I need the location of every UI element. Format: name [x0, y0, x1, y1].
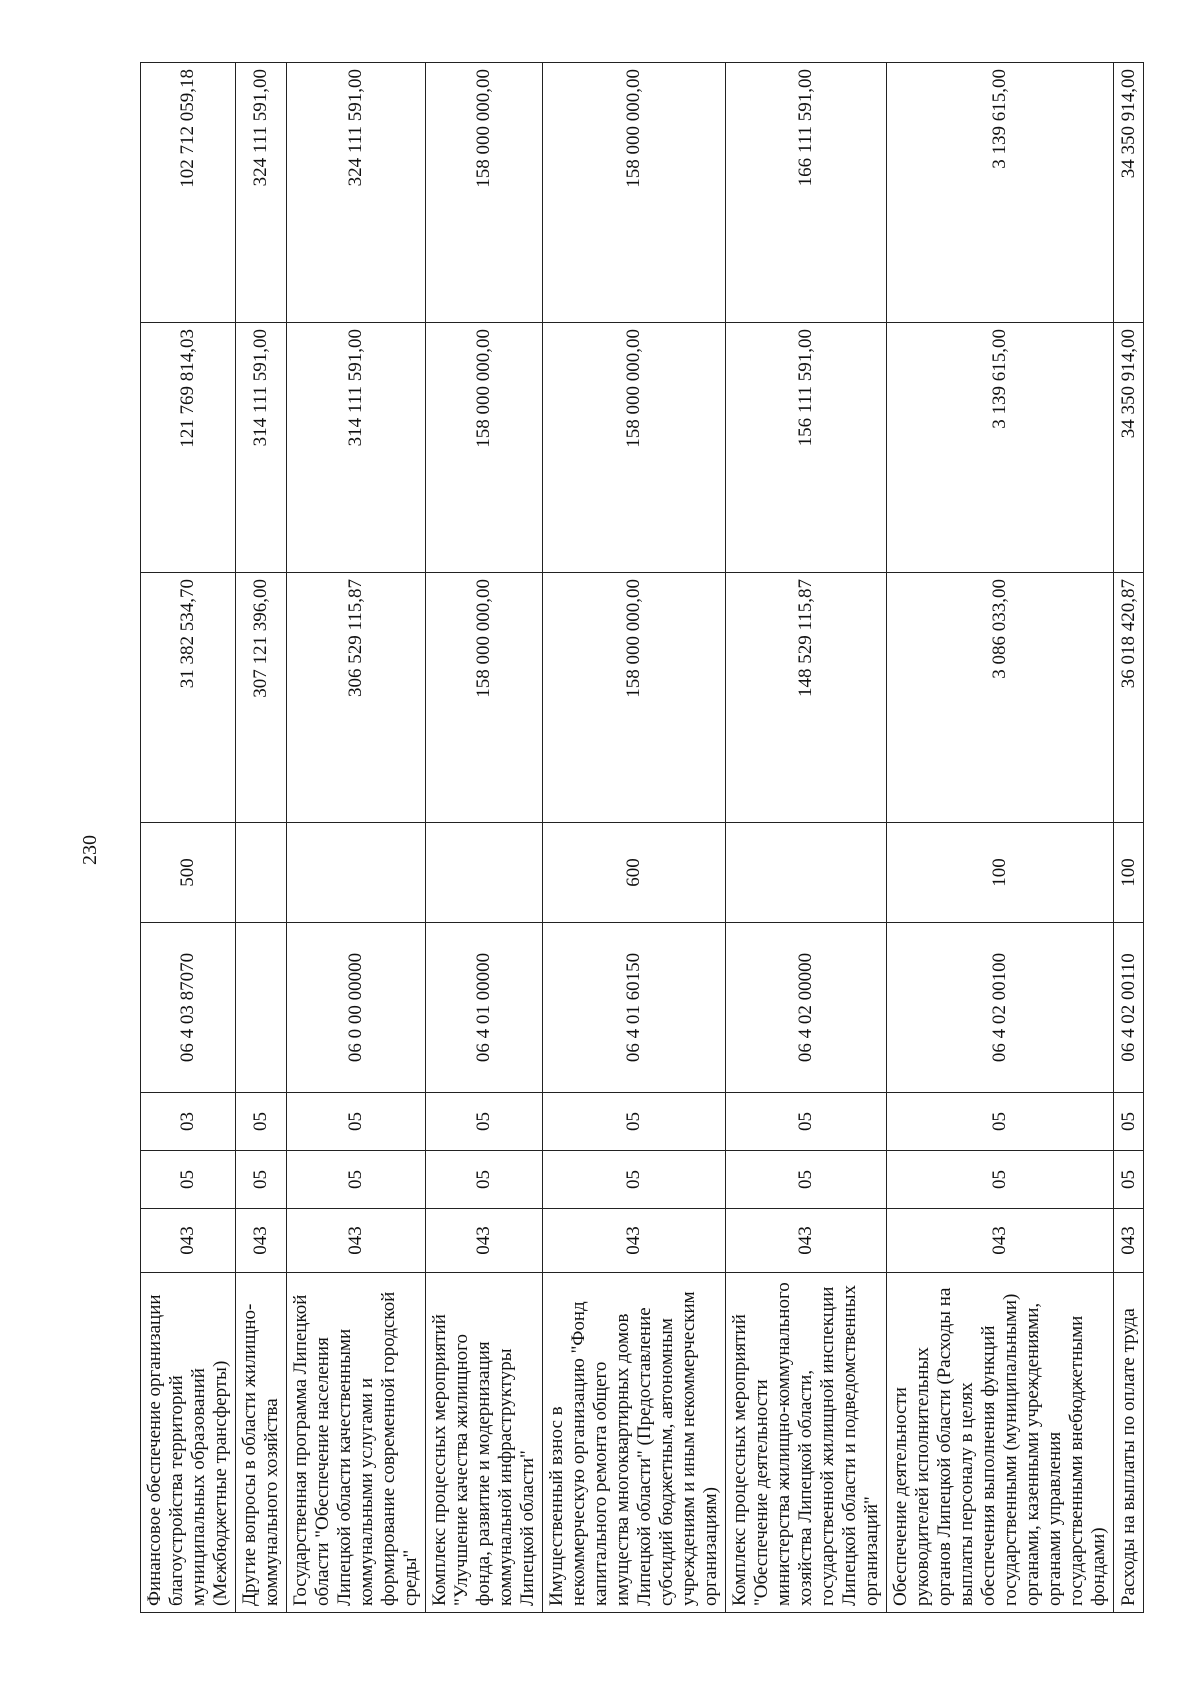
row-name: Имущественный взнос в некоммерческую организацию "Фонд капитального ремонта общего имущества многоквартирных домов Липецкой области" (Предоставление субсидий бюджетным, автономным учреждениям и иным некоммерческим организациям): [543, 1273, 726, 1613]
ministry-code: 043: [287, 1209, 426, 1273]
table-row: [726, 63, 887, 1613]
target-code: 06 4 03 87070: [141, 923, 236, 1093]
table-row: [141, 63, 236, 1613]
amount-year-2: 3 139 615,00: [887, 323, 1114, 573]
expense-type-code: 100: [1114, 823, 1144, 923]
target-code: 06 0 00 00000: [287, 923, 426, 1093]
row-name: Обеспечение деятельности руководителей исполнительных органов Липецкой области (Расходы на выплаты персоналу в целях обеспечения выполнения функций государственными (муниципальными) органами, казенными учреждениями, органами управления государственными внебюджетными фондами): [887, 1273, 1114, 1613]
table-row: [287, 63, 426, 1613]
amount-year-1: 307 121 396,00: [236, 573, 287, 823]
target-code: 06 4 02 00110: [1114, 923, 1144, 1093]
subsection-code: 05: [726, 1093, 887, 1151]
ministry-code: 043: [141, 1209, 236, 1273]
ministry-code: 043: [543, 1209, 726, 1273]
amount-year-2: 158 000 000,00: [426, 323, 543, 573]
row-name: Комплекс процессных мероприятий "Улучшение качества жилищного фонда, развитие и модернизация коммунальной инфраструктуры Липецкой области": [426, 1273, 543, 1613]
table-row: [426, 63, 543, 1613]
section-code: 05: [141, 1151, 236, 1209]
amount-year-1: 148 529 115,87: [726, 573, 887, 823]
amount-year-3: 102 712 059,18: [141, 63, 236, 323]
amount-year-3: 158 000 000,00: [543, 63, 726, 323]
amount-year-2: 314 111 591,00: [287, 323, 426, 573]
table-row: [543, 63, 726, 1613]
amount-year-3: 3 139 615,00: [887, 63, 1114, 323]
subsection-code: 05: [287, 1093, 426, 1151]
amount-year-3: 34 350 914,00: [1114, 63, 1144, 323]
budget-table: [140, 62, 1144, 1613]
amount-year-2: 314 111 591,00: [236, 323, 287, 573]
amount-year-1: 158 000 000,00: [426, 573, 543, 823]
amount-year-2: 34 350 914,00: [1114, 323, 1144, 573]
row-name: Государственная программа Липецкой области "Обеспечение населения Липецкой области качественными коммунальными услугами и формирование современной городской среды": [287, 1273, 426, 1613]
ministry-code: 043: [236, 1209, 287, 1273]
expense-type-code: [287, 823, 426, 923]
subsection-code: 05: [887, 1093, 1114, 1151]
table-row: [887, 63, 1114, 1613]
subsection-code: 05: [1114, 1093, 1144, 1151]
amount-year-3: 324 111 591,00: [287, 63, 426, 323]
subsection-code: 05: [543, 1093, 726, 1151]
section-code: 05: [887, 1151, 1114, 1209]
amount-year-1: 306 529 115,87: [287, 573, 426, 823]
target-code: 06 4 01 00000: [426, 923, 543, 1093]
expense-type-code: 600: [543, 823, 726, 923]
target-code: 06 4 02 00000: [726, 923, 887, 1093]
target-code: 06 4 02 00100: [887, 923, 1114, 1093]
subsection-code: 05: [426, 1093, 543, 1151]
section-code: 05: [426, 1151, 543, 1209]
expense-type-code: 100: [887, 823, 1114, 923]
subsection-code: 05: [236, 1093, 287, 1151]
target-code: [236, 923, 287, 1093]
row-name: Другие вопросы в области жилищно-коммунального хозяйства: [236, 1273, 287, 1613]
table-row: [1114, 63, 1144, 1613]
ministry-code: 043: [426, 1209, 543, 1273]
budget-table-rotated: [140, 63, 1139, 1613]
row-name: Расходы на выплаты по оплате труда: [1114, 1273, 1144, 1613]
target-code: 06 4 01 60150: [543, 923, 726, 1093]
amount-year-1: 31 382 534,70: [141, 573, 236, 823]
expense-type-code: [726, 823, 887, 923]
row-name: Финансовое обеспечение организации благоустройства территорий муниципальных образований (Межбюджетные трансферты): [141, 1273, 236, 1613]
amount-year-2: 156 111 591,00: [726, 323, 887, 573]
expense-type-code: 500: [141, 823, 236, 923]
section-code: 05: [1114, 1151, 1144, 1209]
page-number: 230: [79, 835, 101, 865]
section-code: 05: [236, 1151, 287, 1209]
table-row: [236, 63, 287, 1613]
expense-type-code: [426, 823, 543, 923]
section-code: 05: [543, 1151, 726, 1209]
amount-year-1: 158 000 000,00: [543, 573, 726, 823]
row-name: Комплекс процессных мероприятий "Обеспечение деятельности министерства жилищно-коммунального хозяйства Липецкой области, государственной жилищной инспекции Липецкой области и подведомственных организаций": [726, 1273, 887, 1613]
subsection-code: 03: [141, 1093, 236, 1151]
ministry-code: 043: [887, 1209, 1114, 1273]
amount-year-3: 166 111 591,00: [726, 63, 887, 323]
amount-year-2: 158 000 000,00: [543, 323, 726, 573]
ministry-code: 043: [1114, 1209, 1144, 1273]
amount-year-3: 158 000 000,00: [426, 63, 543, 323]
section-code: 05: [726, 1151, 887, 1209]
amount-year-1: 36 018 420,87: [1114, 573, 1144, 823]
amount-year-3: 324 111 591,00: [236, 63, 287, 323]
budget-table-frame: [140, 63, 1139, 1613]
amount-year-1: 3 086 033,00: [887, 573, 1114, 823]
section-code: 05: [287, 1151, 426, 1209]
ministry-code: 043: [726, 1209, 887, 1273]
amount-year-2: 121 769 814,03: [141, 323, 236, 573]
expense-type-code: [236, 823, 287, 923]
